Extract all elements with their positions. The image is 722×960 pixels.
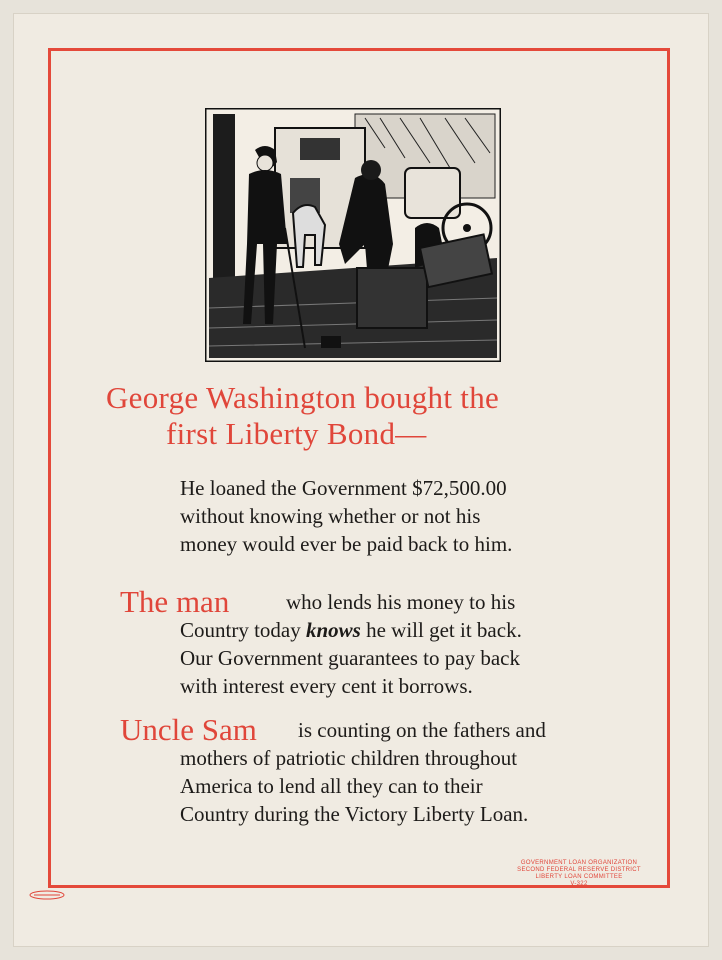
paragraph-2-line-2-post: he will get it back. [360, 618, 522, 642]
washington-woodcut-illustration [205, 108, 501, 362]
paragraph-2-line-2 [180, 616, 620, 644]
paragraph-2-lead: The man [120, 584, 230, 619]
imprint-line-4: V-322 [570, 881, 588, 887]
paragraph-2-line-4: with interest every cent it borrows. [180, 674, 473, 698]
imprint-line-1: GOVERNMENT LOAN ORGANIZATION [520, 860, 638, 866]
paragraph-3-line-3: America to lend all they can to their [180, 774, 483, 798]
paragraph-3 [180, 716, 620, 828]
paragraph-2-emphasis: knows [306, 618, 361, 642]
headline [106, 380, 626, 452]
paragraph-3-line-2: mothers of patriotic children throughout [180, 746, 518, 770]
paragraph-1-line-2: without knowing whether or not his [180, 504, 481, 528]
paragraph-1-line-1: He loaned the Government $72,500.00 [180, 476, 507, 500]
imprint-line-2: SECOND FEDERAL RESERVE DISTRICT [517, 867, 641, 873]
imprint-line-3: LIBERTY LOAN COMMITTEE [535, 874, 623, 880]
paragraph-1-line-3: money would ever be paid back to him. [180, 532, 513, 556]
headline-line-2: first Liberty Bond— [166, 416, 427, 451]
paragraph-2-line-3: Our Government guarantees to pay back [180, 646, 520, 670]
paragraph-3-line-1: is counting on the fathers and [298, 718, 546, 742]
paragraph-3-lead: Uncle Sam [120, 712, 257, 747]
headline-line-1: George Washington bought the [106, 380, 500, 415]
union-bug-mark [28, 890, 66, 900]
paragraph-2-line-2-pre: Country today [180, 618, 306, 642]
paragraph-2-line-1: who lends his money to his [286, 590, 516, 614]
paragraph-1 [180, 474, 620, 558]
paragraph-2 [180, 588, 620, 700]
paragraph-3-line-4: Country during the Victory Liberty Loan. [180, 802, 529, 826]
organization-imprint [494, 860, 664, 888]
